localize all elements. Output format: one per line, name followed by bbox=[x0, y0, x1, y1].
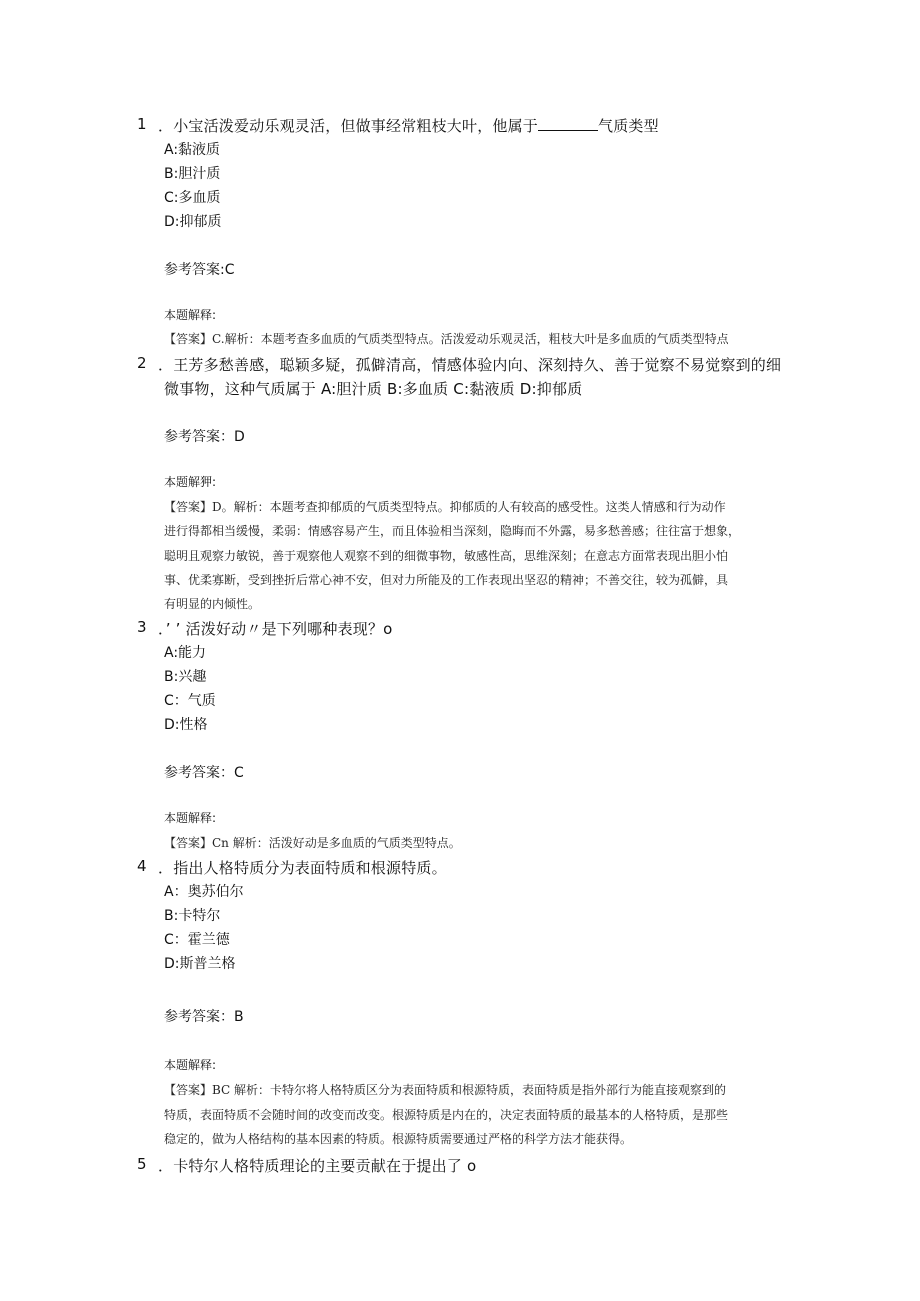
explanation-line: 事、优柔寡断，受到挫折后常心神不安，但对力所能及的工作表现出坚忍的精神；不善交往，较为孤僻，具 bbox=[164, 573, 729, 587]
question-text: ．’ ’ 活泼好动〃是下列哪种表现？o bbox=[158, 620, 393, 638]
answer-blank bbox=[538, 118, 598, 131]
explanation-line: 【答案】D。解析：本题考查抑郁质的气质类型特点。抑郁质的人有较高的感受性。这类人情感和行为动作 bbox=[164, 500, 726, 514]
explanation-line: 稳定的，做为人格结构的基本因素的特质。根源特质需要通过严格的科学方法才能获得。 bbox=[164, 1132, 633, 1146]
option-b: B:卡特尔 bbox=[164, 908, 221, 924]
question-number: 4 bbox=[137, 857, 147, 875]
reference-answer: 参考答案：C bbox=[164, 765, 244, 781]
question-text: ．小宝活泼爱动乐观灵活，但做事经常粗枝大叶，他属于 气质类型 bbox=[158, 117, 659, 135]
explanation-label: 本题解狎: bbox=[164, 475, 217, 489]
option-b: B:兴趣 bbox=[164, 669, 207, 685]
option-a: A:能力 bbox=[164, 645, 207, 661]
explanation-line: 进行得都相当缓慢，柔弱：情感容易产生，而且体验相当深刻，隐晦而不外露，易多愁善感；往往富于想象， bbox=[164, 524, 741, 538]
option-a: A：奥苏伯尔 bbox=[164, 884, 244, 900]
explanation-line: 有明显的内倾性。 bbox=[164, 597, 261, 611]
explanation-label: 本题解释: bbox=[164, 1058, 217, 1072]
question-text: ．王芳多愁善感，聪颖多疑，孤僻清高，情感体验内向、深刻持久、善于觉察不易觉察到的细 bbox=[158, 356, 782, 374]
option-a: A:黏液质 bbox=[164, 142, 221, 158]
explanation-line: 【答案】Cn 解析：活泼好动是多血质的气质类型特点。 bbox=[164, 836, 461, 850]
question-number: 5 bbox=[137, 1155, 147, 1173]
option-d: D:斯普兰格 bbox=[164, 956, 236, 972]
option-d: D:抑郁质 bbox=[164, 214, 222, 230]
reference-answer: 参考答案:C bbox=[164, 262, 235, 278]
question-number: 2 bbox=[137, 354, 147, 372]
reference-answer: 参考答案：D bbox=[164, 429, 245, 445]
option-c: C：霍兰德 bbox=[164, 932, 230, 948]
explanation-line: 特质，表面特质不会随时间的改变而改变。根源特质是内在的，决定表面特质的最基本的人格特质，是那些 bbox=[164, 1108, 729, 1122]
explanation-line: 【答案】BC 解析：卡特尔将人格特质区分为表面特质和根源特质，表面特质是指外部行为能直接观察到的 bbox=[164, 1083, 727, 1097]
option-d: D:性格 bbox=[164, 717, 208, 733]
explanation-line: 聪明且观察力敏锐，善于观察他人观察不到的细微事物，敏感性高，思维深刻；在意志方面常表现出胆小怕 bbox=[164, 549, 729, 563]
reference-answer: 参考答案：B bbox=[164, 1009, 244, 1025]
option-c: C：气质 bbox=[164, 693, 216, 709]
question-number: 1 bbox=[137, 115, 147, 133]
question-text: 微事物，这种气质属于 A:胆汁质 B:多血质 C:黏液质 D:抑郁质 bbox=[164, 380, 583, 398]
question-number: 3 bbox=[137, 618, 147, 636]
explanation-label: 本题解释: bbox=[164, 811, 217, 825]
explanation-line: 【答案】C.解析：本题考查多血质的气质类型特点。活泼爱动乐观灵活，粗枝大叶是多血质的气质类型特点 bbox=[164, 332, 729, 346]
question-text: ．指出人格特质分为表面特质和根源特质。 bbox=[158, 859, 447, 877]
question-text: ．卡特尔人格特质理论的主要贡献在于提出了 o bbox=[158, 1157, 477, 1175]
explanation-label: 本题解释: bbox=[164, 308, 217, 322]
option-c: C:多血质 bbox=[164, 190, 221, 206]
option-b: B:胆汁质 bbox=[164, 166, 221, 182]
